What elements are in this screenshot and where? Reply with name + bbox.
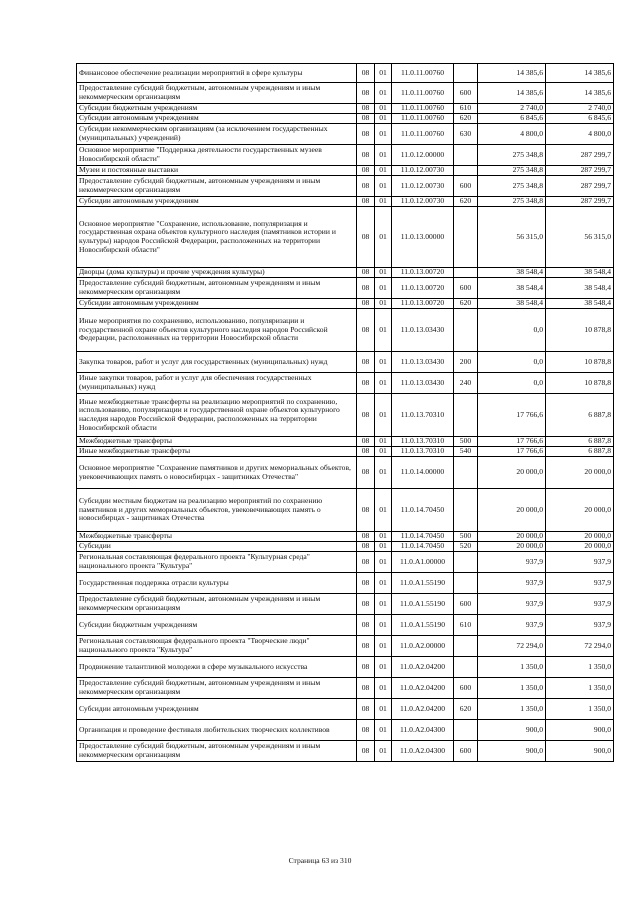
- target-article: 11.0.13.03430: [392, 373, 454, 394]
- table-row: [77, 278, 614, 299]
- expense-type: [454, 573, 478, 594]
- target-article: 11.0.A2.00000: [392, 636, 454, 657]
- expense-type: [454, 145, 478, 166]
- table-row: [77, 615, 614, 636]
- table-row: [77, 373, 614, 394]
- target-article: 11.0.A2.04200: [392, 657, 454, 678]
- subsection-code: 01: [375, 309, 392, 352]
- target-article: 11.0.11.00760: [392, 114, 454, 124]
- table-row: [77, 447, 614, 457]
- budget-item-name: Основное мероприятие "Сохранение, использование, популяризация и государственная охрана объектов культурного наследия (памятников истории и культуры) народов Российской Федерации, расположенных на территории Новосибирской области": [77, 207, 357, 268]
- target-article: 11.0.A2.04300: [392, 720, 454, 741]
- section-code: 08: [357, 678, 375, 699]
- amount-year-2: 14 385,6: [546, 64, 614, 83]
- target-article: 11.0.13.70310: [392, 447, 454, 457]
- subsection-code: 01: [375, 699, 392, 720]
- budget-item-name: Финансовое обеспечение реализации мероприятий в сфере культуры: [77, 64, 357, 83]
- target-article: 11.0.13.70310: [392, 394, 454, 437]
- amount-year-2: 287 299,7: [546, 197, 614, 207]
- budget-item-name: Иные межбюджетные трансферты на реализацию мероприятий по сохранению, использованию, популяризации и государственной охране объектов культурного наследия народов Российской Федерации, расположенных на территории Новосибирской области: [77, 394, 357, 437]
- section-code: 08: [357, 176, 375, 197]
- target-article: 11.0.12.00730: [392, 197, 454, 207]
- table-row: [77, 678, 614, 699]
- table-row: [77, 145, 614, 166]
- target-article: 11.0.14.70450: [392, 489, 454, 532]
- budget-item-name: Основное мероприятие "Поддержка деятельности государственных музеев Новосибирской области": [77, 145, 357, 166]
- amount-year-1: 38 548,4: [478, 268, 546, 278]
- subsection-code: 01: [375, 615, 392, 636]
- expense-type: [454, 552, 478, 573]
- expense-type: [454, 207, 478, 268]
- budget-item-name: Иные закупки товаров, работ и услуг для обеспечения государственных (муниципальных) нужд: [77, 373, 357, 394]
- table-row: [77, 394, 614, 437]
- section-code: 08: [357, 657, 375, 678]
- budget-table-body: [77, 64, 614, 762]
- section-code: 08: [357, 104, 375, 114]
- expense-type: [454, 64, 478, 83]
- amount-year-2: 6 887,8: [546, 394, 614, 437]
- amount-year-2: 72 294,0: [546, 636, 614, 657]
- amount-year-2: 38 548,4: [546, 299, 614, 309]
- table-row: [77, 268, 614, 278]
- amount-year-2: 937,9: [546, 615, 614, 636]
- section-code: 08: [357, 207, 375, 268]
- amount-year-1: 275 348,8: [478, 145, 546, 166]
- target-article: 11.0.A2.04200: [392, 678, 454, 699]
- amount-year-2: 20 000,0: [546, 542, 614, 552]
- subsection-code: 01: [375, 657, 392, 678]
- section-code: 08: [357, 64, 375, 83]
- subsection-code: 01: [375, 573, 392, 594]
- amount-year-2: 6 887,8: [546, 437, 614, 447]
- table-row: [77, 64, 614, 83]
- target-article: 11.0.11.00760: [392, 64, 454, 83]
- amount-year-1: 4 800,0: [478, 124, 546, 145]
- table-row: [77, 124, 614, 145]
- budget-item-name: Основное мероприятие "Сохранение памятников и других мемориальных объектов, увековечивающих память о новосибирцах - защитниках Отечества": [77, 457, 357, 489]
- amount-year-2: 10 878,8: [546, 373, 614, 394]
- section-code: 08: [357, 373, 375, 394]
- table-row: [77, 741, 614, 762]
- section-code: 08: [357, 268, 375, 278]
- subsection-code: 01: [375, 594, 392, 615]
- subsection-code: 01: [375, 64, 392, 83]
- expense-type: 540: [454, 447, 478, 457]
- table-row: [77, 532, 614, 542]
- subsection-code: 01: [375, 352, 392, 373]
- amount-year-2: 900,0: [546, 741, 614, 762]
- amount-year-2: 38 548,4: [546, 278, 614, 299]
- budget-item-name: Субсидии автономным учреждениям: [77, 699, 357, 720]
- amount-year-1: 6 845,6: [478, 114, 546, 124]
- budget-item-name: Предоставление субсидий бюджетным, автономным учреждениям и иным некоммерческим организациям: [77, 278, 357, 299]
- expense-type: 500: [454, 532, 478, 542]
- target-article: 11.0.12.00730: [392, 166, 454, 176]
- budget-item-name: Дворцы (дома культуры) и прочие учреждения культуры): [77, 268, 357, 278]
- budget-item-name: Предоставление субсидий бюджетным, автономным учреждениям и иным некоммерческим организациям: [77, 594, 357, 615]
- budget-item-name: Продвижение талантливой молодежи в сфере музыкального искусства: [77, 657, 357, 678]
- table-row: [77, 309, 614, 352]
- expense-type: 610: [454, 104, 478, 114]
- table-row: [77, 636, 614, 657]
- table-row: [77, 104, 614, 114]
- expense-type: 600: [454, 594, 478, 615]
- amount-year-1: 38 548,4: [478, 299, 546, 309]
- budget-item-name: Государственная поддержка отрасли культуры: [77, 573, 357, 594]
- amount-year-1: 20 000,0: [478, 532, 546, 542]
- expense-type: [454, 457, 478, 489]
- amount-year-1: 275 348,8: [478, 176, 546, 197]
- amount-year-1: 1 350,0: [478, 699, 546, 720]
- section-code: 08: [357, 552, 375, 573]
- subsection-code: 01: [375, 394, 392, 437]
- budget-table: [76, 63, 614, 762]
- section-code: 08: [357, 114, 375, 124]
- subsection-code: 01: [375, 542, 392, 552]
- amount-year-2: 6 845,6: [546, 114, 614, 124]
- budget-item-name: Субсидии автономным учреждениям: [77, 114, 357, 124]
- target-article: 11.0.13.03430: [392, 309, 454, 352]
- subsection-code: 01: [375, 373, 392, 394]
- section-code: 08: [357, 83, 375, 104]
- amount-year-2: 4 800,0: [546, 124, 614, 145]
- target-article: 11.0.A2.04200: [392, 699, 454, 720]
- section-code: 08: [357, 197, 375, 207]
- target-article: 11.0.A2.04300: [392, 741, 454, 762]
- amount-year-1: 900,0: [478, 741, 546, 762]
- budget-item-name: Субсидии бюджетным учреждениям: [77, 615, 357, 636]
- section-code: 08: [357, 145, 375, 166]
- subsection-code: 01: [375, 741, 392, 762]
- amount-year-2: 287 299,7: [546, 145, 614, 166]
- section-code: 08: [357, 542, 375, 552]
- table-row: [77, 114, 614, 124]
- subsection-code: 01: [375, 114, 392, 124]
- amount-year-1: 14 385,6: [478, 64, 546, 83]
- subsection-code: 01: [375, 457, 392, 489]
- amount-year-2: 937,9: [546, 594, 614, 615]
- budget-item-name: Субсидии некоммерческим организациям (за исключением государственных (муниципальных) учреждений): [77, 124, 357, 145]
- amount-year-2: 1 350,0: [546, 699, 614, 720]
- target-article: 11.0.13.00720: [392, 299, 454, 309]
- amount-year-1: 937,9: [478, 594, 546, 615]
- amount-year-1: 937,9: [478, 552, 546, 573]
- target-article: 11.0.14.00000: [392, 457, 454, 489]
- amount-year-2: 1 350,0: [546, 678, 614, 699]
- table-row: [77, 457, 614, 489]
- table-row: [77, 176, 614, 197]
- subsection-code: 01: [375, 166, 392, 176]
- expense-type: [454, 489, 478, 532]
- expense-type: 600: [454, 741, 478, 762]
- amount-year-2: 1 350,0: [546, 657, 614, 678]
- section-code: 08: [357, 741, 375, 762]
- section-code: 08: [357, 124, 375, 145]
- subsection-code: 01: [375, 197, 392, 207]
- section-code: 08: [357, 532, 375, 542]
- amount-year-1: 1 350,0: [478, 678, 546, 699]
- target-article: 11.0.11.00760: [392, 124, 454, 145]
- budget-item-name: Предоставление субсидий бюджетным, автономным учреждениям и иным некоммерческим организациям: [77, 176, 357, 197]
- target-article: 11.0.11.00760: [392, 104, 454, 114]
- subsection-code: 01: [375, 207, 392, 268]
- budget-item-name: Организация и проведение фестиваля любительских творческих коллективов: [77, 720, 357, 741]
- section-code: 08: [357, 437, 375, 447]
- subsection-code: 01: [375, 145, 392, 166]
- expense-type: [454, 268, 478, 278]
- amount-year-2: 20 000,0: [546, 532, 614, 542]
- amount-year-1: 20 000,0: [478, 489, 546, 532]
- amount-year-1: 56 315,0: [478, 207, 546, 268]
- expense-type: 600: [454, 83, 478, 104]
- amount-year-1: 900,0: [478, 720, 546, 741]
- section-code: 08: [357, 299, 375, 309]
- budget-item-name: Предоставление субсидий бюджетным, автономным учреждениям и иным некоммерческим организациям: [77, 83, 357, 104]
- section-code: 08: [357, 594, 375, 615]
- amount-year-1: 17 766,6: [478, 394, 546, 437]
- amount-year-2: 287 299,7: [546, 176, 614, 197]
- amount-year-1: 937,9: [478, 615, 546, 636]
- section-code: 08: [357, 636, 375, 657]
- target-article: 11.0.13.00720: [392, 278, 454, 299]
- subsection-code: 01: [375, 447, 392, 457]
- section-code: 08: [357, 352, 375, 373]
- target-article: 11.0.12.00730: [392, 176, 454, 197]
- subsection-code: 01: [375, 552, 392, 573]
- section-code: 08: [357, 457, 375, 489]
- amount-year-1: 0,0: [478, 352, 546, 373]
- expense-type: [454, 720, 478, 741]
- expense-type: 240: [454, 373, 478, 394]
- target-article: 11.0.11.00760: [392, 83, 454, 104]
- budget-item-name: Иные межбюджетные трансферты: [77, 447, 357, 457]
- table-row: [77, 594, 614, 615]
- budget-item-name: Иные мероприятия по сохранению, использованию, популяризации и государственной охране объектов культурного наследия народов Российской Федерации, расположенных на территории Новосибирской области: [77, 309, 357, 352]
- amount-year-2: 20 000,0: [546, 457, 614, 489]
- expense-type: 600: [454, 678, 478, 699]
- expense-type: 620: [454, 197, 478, 207]
- table-row: [77, 352, 614, 373]
- table-row: [77, 197, 614, 207]
- budget-item-name: Субсидии бюджетным учреждениям: [77, 104, 357, 114]
- amount-year-1: 38 548,4: [478, 278, 546, 299]
- subsection-code: 01: [375, 278, 392, 299]
- amount-year-2: 56 315,0: [546, 207, 614, 268]
- section-code: 08: [357, 278, 375, 299]
- amount-year-2: 937,9: [546, 573, 614, 594]
- amount-year-2: 900,0: [546, 720, 614, 741]
- amount-year-1: 275 348,8: [478, 166, 546, 176]
- budget-item-name: Межбюджетные трансферты: [77, 437, 357, 447]
- section-code: 08: [357, 615, 375, 636]
- section-code: 08: [357, 699, 375, 720]
- budget-item-name: Региональная составляющая федерального проекта "Культурная среда" национального проекта "Культура": [77, 552, 357, 573]
- budget-item-name: Субсидии местным бюджетам на реализацию мероприятий по сохранению памятников и других мемориальных объектов, увековечивающих память о новосибирцах - защитниках Отечества: [77, 489, 357, 532]
- target-article: 11.0.14.70450: [392, 532, 454, 542]
- amount-year-1: 20 000,0: [478, 457, 546, 489]
- table-row: [77, 207, 614, 268]
- target-article: 11.0.13.00000: [392, 207, 454, 268]
- subsection-code: 01: [375, 268, 392, 278]
- table-row: [77, 166, 614, 176]
- amount-year-1: 72 294,0: [478, 636, 546, 657]
- amount-year-1: 0,0: [478, 309, 546, 352]
- target-article: 11.0.14.70450: [392, 542, 454, 552]
- section-code: 08: [357, 166, 375, 176]
- expense-type: 500: [454, 437, 478, 447]
- expense-type: 610: [454, 615, 478, 636]
- subsection-code: 01: [375, 104, 392, 114]
- expense-type: [454, 657, 478, 678]
- budget-item-name: Региональная составляющая федерального проекта "Творческие люди" национального проекта "Культура": [77, 636, 357, 657]
- table-row: [77, 83, 614, 104]
- budget-item-name: Предоставление субсидий бюджетным, автономным учреждениям и иным некоммерческим организациям: [77, 741, 357, 762]
- amount-year-2: 6 887,8: [546, 447, 614, 457]
- amount-year-1: 1 350,0: [478, 657, 546, 678]
- amount-year-2: 287 299,7: [546, 166, 614, 176]
- subsection-code: 01: [375, 176, 392, 197]
- expense-type: [454, 394, 478, 437]
- subsection-code: 01: [375, 489, 392, 532]
- table-row: [77, 699, 614, 720]
- amount-year-1: 937,9: [478, 573, 546, 594]
- table-row: [77, 657, 614, 678]
- subsection-code: 01: [375, 83, 392, 104]
- section-code: 08: [357, 489, 375, 532]
- amount-year-1: 0,0: [478, 373, 546, 394]
- target-article: 11.0.A1.55190: [392, 594, 454, 615]
- target-article: 11.0.12.00000: [392, 145, 454, 166]
- expense-type: 620: [454, 299, 478, 309]
- amount-year-2: 38 548,4: [546, 268, 614, 278]
- amount-year-2: 14 385,6: [546, 83, 614, 104]
- amount-year-1: 14 385,6: [478, 83, 546, 104]
- target-article: 11.0.13.00720: [392, 268, 454, 278]
- budget-item-name: Межбюджетные трансферты: [77, 532, 357, 542]
- expense-type: 630: [454, 124, 478, 145]
- budget-item-name: Субсидии автономным учреждениям: [77, 299, 357, 309]
- subsection-code: 01: [375, 720, 392, 741]
- expense-type: 620: [454, 114, 478, 124]
- amount-year-2: 937,9: [546, 552, 614, 573]
- budget-item-name: Закупка товаров, работ и услуг для государственных (муниципальных) нужд: [77, 352, 357, 373]
- table-row: [77, 542, 614, 552]
- subsection-code: 01: [375, 678, 392, 699]
- expense-type: 620: [454, 699, 478, 720]
- table-row: [77, 437, 614, 447]
- budget-item-name: Субсидии автономным учреждениям: [77, 197, 357, 207]
- expense-type: 200: [454, 352, 478, 373]
- table-row: [77, 489, 614, 532]
- section-code: 08: [357, 394, 375, 437]
- amount-year-1: 17 766,6: [478, 437, 546, 447]
- expense-type: [454, 166, 478, 176]
- budget-item-name: Субсидии: [77, 542, 357, 552]
- subsection-code: 01: [375, 636, 392, 657]
- table-row: [77, 573, 614, 594]
- expense-type: 600: [454, 176, 478, 197]
- amount-year-1: 275 348,8: [478, 197, 546, 207]
- subsection-code: 01: [375, 124, 392, 145]
- expense-type: 520: [454, 542, 478, 552]
- expense-type: 600: [454, 278, 478, 299]
- amount-year-1: 20 000,0: [478, 542, 546, 552]
- table-row: [77, 552, 614, 573]
- budget-item-name: Музеи и постоянные выставки: [77, 166, 357, 176]
- target-article: 11.0.A1.55190: [392, 573, 454, 594]
- target-article: 11.0.A1.00000: [392, 552, 454, 573]
- subsection-code: 01: [375, 532, 392, 542]
- amount-year-1: 2 740,0: [478, 104, 546, 114]
- expense-type: [454, 636, 478, 657]
- target-article: 11.0.13.03430: [392, 352, 454, 373]
- target-article: 11.0.A1.55190: [392, 615, 454, 636]
- section-code: 08: [357, 447, 375, 457]
- table-row: [77, 299, 614, 309]
- page-footer: Страница 63 из 310: [288, 856, 352, 865]
- subsection-code: 01: [375, 437, 392, 447]
- amount-year-2: 10 878,8: [546, 309, 614, 352]
- target-article: 11.0.13.70310: [392, 437, 454, 447]
- amount-year-1: 17 766,6: [478, 447, 546, 457]
- subsection-code: 01: [375, 299, 392, 309]
- section-code: 08: [357, 309, 375, 352]
- amount-year-2: 20 000,0: [546, 489, 614, 532]
- table-row: [77, 720, 614, 741]
- expense-type: [454, 309, 478, 352]
- section-code: 08: [357, 720, 375, 741]
- amount-year-2: 10 878,8: [546, 352, 614, 373]
- budget-item-name: Предоставление субсидий бюджетным, автономным учреждениям и иным некоммерческим организациям: [77, 678, 357, 699]
- section-code: 08: [357, 573, 375, 594]
- amount-year-2: 2 740,0: [546, 104, 614, 114]
